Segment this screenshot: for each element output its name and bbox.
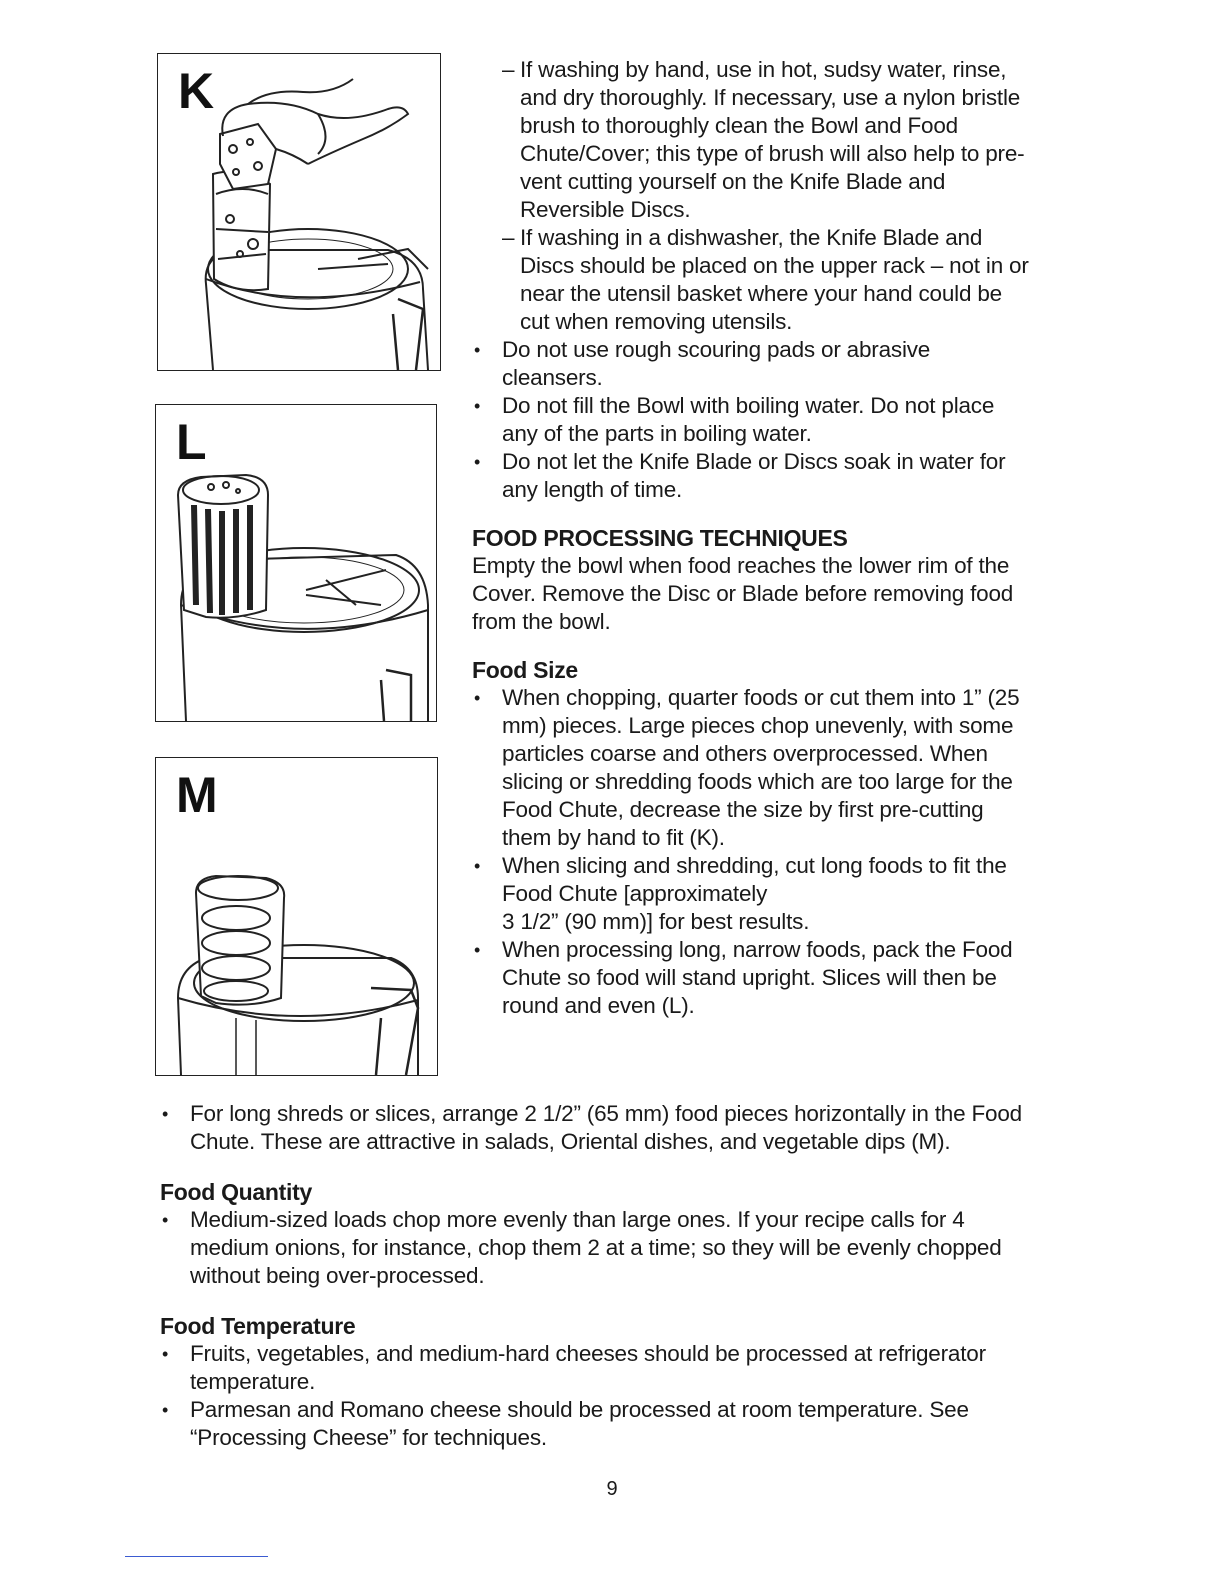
list-item: – If washing by hand, use in hot, sudsy water, rinse, and dry thoroughly. If necessary, use a nylon bristle brush to thoroughly clean the Bowl and Food Chute/Cover; this type of brush will also help to pre- vent cutting yourself on the Knife Blade and Reversible Discs. [502,57,1025,222]
figure-l [155,404,437,722]
subsection-heading: Food Temperature [160,1313,356,1339]
care-dash-list [502,56,1072,336]
subsection-heading: Food Quantity [160,1179,312,1205]
list-item: • When slicing and shredding, cut long foods to fit the Food Chute [approximately 3 1/2” (90 mm)] for best results. [474,853,1007,934]
figure-k-label: K [178,63,215,119]
footer-rule [125,1556,268,1557]
figure-k [157,53,441,371]
list-item: • Parmesan and Romano cheese should be processed at room temperature. See “Processing Cheese” for techniques. [162,1397,969,1450]
list-item: • Do not fill the Bowl with boiling water. Do not place any of the parts in boiling water. [474,393,995,446]
list-item: • Medium-sized loads chop more evenly than large ones. If your recipe calls for 4 medium onions, for instance, chop them 2 at a time; so they will be evenly chopped without being over-processed. [162,1207,1002,1288]
list-item: • For long shreds or slices, arrange 2 1/2” (65 mm) food pieces horizontally in the Food Chute. These are attractive in salads, Oriental dishes, and vegetable dips (M). [162,1101,1022,1154]
list-item: • When chopping, quarter foods or cut them into 1” (25 mm) pieces. Large pieces chop unevenly, with some particles coarse and others overprocessed. When slicing or shredding foods which are too large for the Food Chute, decrease the size by first pre-cutting them by hand to fit (K). [474,685,1020,850]
page-number: 9 [606,1478,618,1500]
figure-l-label: L [176,414,207,470]
section-heading: FOOD PROCESSING TECHNIQUES [472,525,848,551]
list-item: • When processing long, narrow foods, pack the Food Chute so food will stand upright. Slices will then be round and even (L). [474,937,1013,1018]
food-processor-hand-illustration [158,54,440,370]
bottom-text-column [160,1100,1080,1452]
food-processor-horizontal-foods-illustration [156,758,437,1075]
list-item: • Do not use rough scouring pads or abrasive cleansers. [474,337,931,390]
techniques-intro: Empty the bowl when food reaches the lower rim of the Cover. Remove the Disc or Blade before removing food from the bowl. [472,553,1014,634]
list-item: • Do not let the Knife Blade or Discs soak in water for any length of time. [474,449,1006,502]
list-item: – If washing in a dishwasher, the Knife Blade and Discs should be placed on the upper rack – not in or near the utensil basket where your hand could be cut when removing utensils. [502,225,1029,334]
food-processor-upright-foods-illustration [156,405,436,721]
subsection-heading: Food Size [472,657,578,683]
figure-m [155,757,438,1076]
list-item: • Fruits, vegetables, and medium-hard cheeses should be processed at refrigerator temperature. [162,1341,986,1394]
figure-m-label: M [176,767,218,823]
right-text-column [472,56,1072,1020]
